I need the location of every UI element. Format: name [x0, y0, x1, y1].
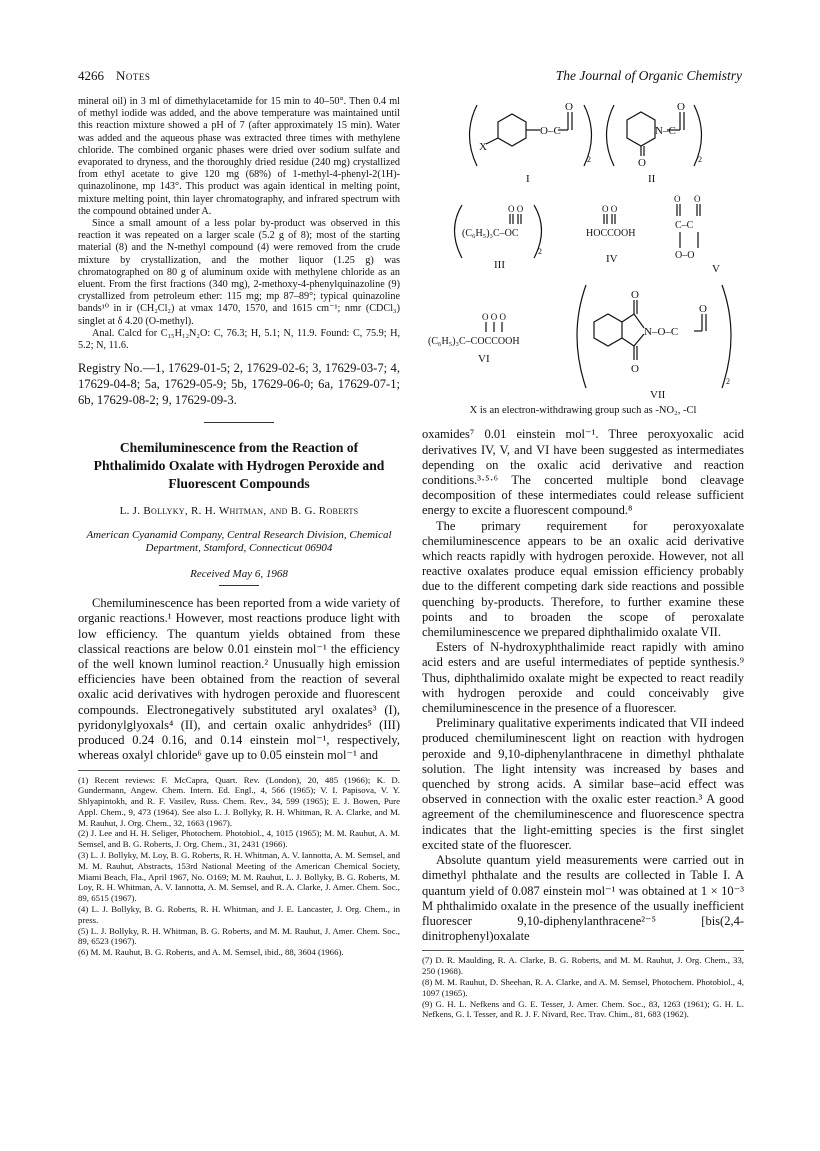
oxygen-atom: O — [694, 194, 701, 204]
label-II: II — [648, 173, 656, 185]
body-paragraph: oxamides⁷ 0.01 einstein mol⁻¹. Three peroxyoxalic acid derivatives IV, V, and VI have been suggested as intermediates depending on the oxalic acid derivative and reaction conditions.³·⁵·⁶ The concerted multiple bond cleavage decomposition of these intermediates could release sufficient energy to excite a fluorescent compound.⁸ — [422, 427, 744, 518]
frag-o-o: O–O — [675, 250, 695, 261]
experimental-paragraph: Since a small amount of a less polar by-product was observed in this reaction it was repeated on a larger scale (5.2 g of 8); most of the starting material (8) and the N-methyl compound (4) were removed from the crude mixture by crystallization, and the mother liquor (1.25 g) was chromatographed on 80 g of aluminum oxide with methylene chloride as an eluent. From the first fractions (340 mg), 2-methoxy-4-phenylquinazoline (9) crystallized from petroleum ether: 115 mg; mp 87–89°; typical quinazoline bands¹⁰ in ir (CH₂Cl₂) at νmax 1470, 1570, and 1615 cm⁻¹; nmr (CDCl₃) singlet at δ 4.20 (O-methyl). — [78, 218, 400, 327]
label-IV: IV — [606, 253, 618, 265]
page-number: 4266 — [78, 68, 104, 83]
left-column — [78, 96, 400, 958]
label-I: I — [526, 173, 530, 185]
oxygen-atom: O — [631, 289, 639, 301]
journal-name: The Journal of Organic Chemistry — [555, 68, 742, 83]
frag-n-c: N–C — [655, 125, 676, 137]
oxygen-atom: O — [565, 101, 573, 113]
label-III: III — [494, 259, 505, 271]
received-date: Received May 6, 1968 — [190, 567, 288, 580]
oxygen-atom: O O O — [482, 312, 506, 322]
frag-x: X — [479, 141, 487, 153]
footnote: (8) M. M. Rauhut, D. Sheehan, R. A. Clarke, and A. M. Semsel, Photochem. Photobiol., 4, 1097 (1965). — [422, 976, 744, 998]
footnote: (2) J. Lee and H. H. Seliger, Photochem. Photobiol., 4, 1015 (1965); M. M. Rauhut, A. M. Semsel, and B. G. Roberts, J. Org. Chem., 31, 2431 (1966). — [78, 828, 400, 850]
page-header — [78, 68, 742, 88]
label-V: V — [712, 263, 720, 275]
oxygen-atom: O — [631, 363, 639, 375]
article-authors — [78, 505, 400, 518]
structure-I — [470, 105, 592, 166]
footnote: (9) G. H. L. Nefkens and G. E. Tesser, J. Amer. Chem. Soc., 83, 1263 (1961); G. H. L. Nefkens, G. I. Tesser, and R. J. F. Nivard, Rec. Trav. Chim., 81, 683 (1962). — [422, 998, 744, 1020]
structures-caption: X is an electron-withdrawing group such as -NO₂, -Cl — [469, 405, 697, 416]
body-paragraph: Absolute quantum yield measurements were carried out in dimethyl phthalate and the results are collected in Table I. A quantum yield of 0.087 einstein mol⁻¹ was obtained at 1 × 10⁻³ M phthalimido oxalate in the presence of the usually inefficient fluorescer 9,10-diphenylanthracene²⁻⁵ [bis(2,4-dinitrophenyl)oxalate — [422, 853, 744, 944]
oxygen-atom: O O — [508, 204, 524, 214]
oxygen-atom: O — [699, 303, 707, 315]
frag-n-o-c: N–O–C — [644, 326, 679, 338]
footnote: (3) L. J. Bollyky, M. Loy, B. G. Roberts, R. H. Whitman, A. V. Iannotta, A. M. Semsel, and M. M. Rauhut, Abstracts, 153rd National Meeting of the American Chemical Society, Miami Beach, Fla., April 1967, No. O169; M. M. Rauhut, L. J. Bollyky, B. G. Roberts, M. Loy, R. H. Whitman, A. V. Iannotta, A. M. Semsel, and R. A. Clarke, J. Amer. Chem. Soc., 89, 6515 (1967). — [78, 850, 400, 904]
body-paragraph: Chemiluminescence has been reported from a wide variety of organic reactions.¹ However, most reactions produce light with low efficiency. The quantum yields obtained from these classical reactions are below 0.01 einstein mol⁻¹ the efficiency of the well known luminol reaction.² Unusually high emission efficiencies have been obtained from the reaction of several oxalic acid derivatives with hydrogen peroxide and fluorescent compounds. Electronegatively substituted aryl oxalates³ (I), pyridonylglyoxals⁴ (II), and certain oxalic anhydrides⁵ (III) produced 0.24 0.16, and 0.14 einstein mol⁻¹, respectively, whereas oxalyl chloride⁶ gave up to 0.05 einstein mol⁻¹ and — [78, 596, 400, 763]
oxygen-atom: O O — [602, 204, 618, 214]
oxygen-atom: O — [674, 194, 681, 204]
footnote: (6) M. M. Rauhut, B. G. Roberts, and A. M. Semsel, ibid., 88, 3604 (1966). — [78, 947, 344, 958]
affiliation: American Cyanamid Company, Central Research Division, Chemical Department, Stamford, Connecticut 06904 — [86, 528, 392, 555]
frag-c6h5-3-vi: (C₆H₅)₃C–COCCOOH — [428, 336, 520, 347]
subscript: 2 — [726, 377, 730, 386]
frag-c6h5-3: (C₆H₅)₃C–OC — [462, 228, 519, 239]
structure-IV — [604, 214, 615, 224]
subscript: 2 — [587, 155, 591, 164]
body-paragraph: Esters of N-hydroxyphthalimide react rapidly with amino acid esters and are useful intermediates of peptide synthesis.⁹ Thus, diphthalimido oxalate might be expected to react readily with hydrogen peroxide and could conceivably give chemiluminescence in the presence of a fluorescer. — [422, 640, 744, 716]
body-paragraph: Preliminary qualitative experiments indicated that VII indeed produced chemiluminescent light on reaction with hydrogen peroxide and 9,10-diphenylanthracene in dimethyl phthalate solution. The light intensity was increased by bases and quenched by strong acids. A similar base–acid effect was observed in connection with the oxalic ester reaction.³ A good agreement of the chemiluminescence and fluorescence spectra indicates that the light-emitting species is the first singlet excited state of the fluorescer. — [422, 716, 744, 852]
body-paragraph: The primary requirement for peroxyoxalate chemiluminescence appears to be an oxalic acid derivative which reacts rapidly with hydrogen peroxide. However, not all reactive oxalates produce equal emission efficiency probably due to the different competing dark side reactions and possible quenching by-products. Therefore, to further examine these points and to broaden the scope of peroxalate chemiluminescence we prepared diphthalimido oxalate VII. — [422, 518, 744, 640]
structure-VI — [486, 322, 502, 332]
analysis-paragraph: Anal. Calcd for C₁₅H₁₂N₂O: C, 76.3; H, 5.1; N, 11.9. Found: C, 75.9; H, 5.2; N, 11.6. — [78, 327, 400, 352]
right-column — [422, 100, 744, 1020]
footnote-divider — [78, 770, 400, 771]
structure-II — [607, 105, 702, 166]
authors-text: L. J. Bollyky, R. H. Whitman, and B. G. Roberts — [119, 505, 359, 518]
frag-o-c: O–C — [540, 125, 561, 137]
footnote: (4) L. J. Bollyky, B. G. Roberts, R. H. Whitman, and J. E. Lancaster, J. Org. Chem., in press. — [78, 904, 400, 925]
footnote: (7) D. R. Maulding, R. A. Clarke, B. G. Roberts, and M. M. Rauhut, J. Org. Chem., 33, 250 (1968). — [422, 955, 744, 977]
experimental-paragraph: mineral oil) in 3 ml of dimethylacetamide for 15 min to 40–50°. Then 0.4 ml of methyl iodide was added, and the above temperature was maintained until this reaction mixture showed a pH of 7 (after approximately 15 min). Water was added and the aqueous phase was extracted three times with methylene chloride. The combined organic phases were dried over sodium sulfate and evaporated to dryness, and the thoroughly dried residue (240 mg) crystallized from ethyl acetate to give 120 mg (68%) of 1-methyl-4-phenyl-2(1H)-quinazolinone, mp 143°. This product was again identical in melting point, mixture melting point, thin layer chromatography, and infrared spectrum with the compound obtained under A. — [78, 96, 400, 217]
subscript: 2 — [538, 247, 542, 256]
divider — [204, 422, 274, 423]
oxygen-atom: O — [638, 157, 646, 169]
subscript: 2 — [698, 155, 702, 164]
label-VII: VII — [650, 389, 666, 400]
footnote: (1) Recent reviews: F. McCapra, Quart. Rev. (London), 20, 485 (1966); K. D. Gundermann, Angew. Chem. Intern. Ed. Engl., 4, 566 (1965); V. I. Papisova, V. Y. Shlyapintokh, and R. F. Vasilev, Russ. Chem. Rev., 34, 599 (1965); E. J. Bowen, Pure Appl. Chem., 9, 473 (1964). See also L. J. Bollyky, R. H. Whitman, R. A. Clarke, and M. M. Rauhut, J. Org. Chem., 32, 1663 (1967). — [78, 774, 400, 828]
structures-figure — [422, 100, 744, 400]
article-title: Chemiluminescence from the Reaction of Phthalimido Oxalate with Hydrogen Peroxide and Fluorescent Compounds — [93, 440, 385, 492]
label-VI: VI — [478, 353, 490, 365]
footnote: (5) L. J. Bollyky, R. H. Whitman, B. G. Roberts, and M. M. Rauhut, J. Amer. Chem. Soc., 89, 6523 (1967). — [78, 925, 400, 947]
divider — [219, 585, 259, 586]
registry-numbers: Registry No.—1, 17629-01-5; 2, 17629-02-6; 3, 17629-03-7; 4, 17629-04-8; 5a, 17629-05-9; 5b, 17629-06-0; 6a, 17629-07-1; 6b, 17629-08-2; 9, 17629-09-3. — [78, 361, 400, 408]
frag-hoocooh: HOCCOOH — [586, 228, 636, 239]
chemical-structures — [422, 100, 744, 400]
frag-c-c: C–C — [675, 220, 694, 231]
footnote-divider — [422, 950, 744, 951]
section-name: Notes — [116, 68, 151, 83]
oxygen-atom: O — [677, 101, 685, 113]
